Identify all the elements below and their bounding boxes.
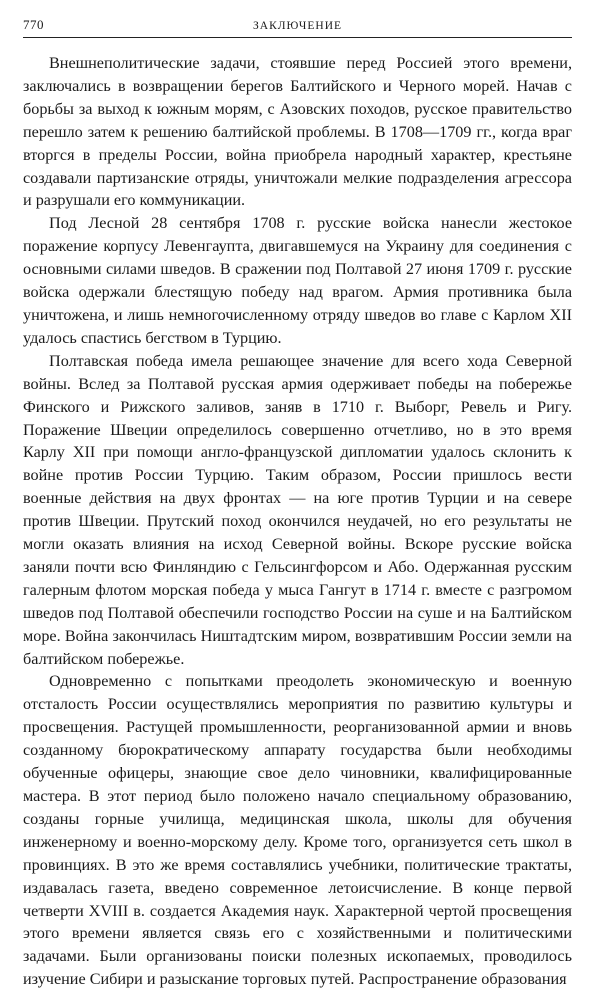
paragraph-foreign-policy: Внешнеполитические задачи, стоявшие перед Россией этого времени, заключались в возвращении берегов Балтийского и Черного морей. Начав с борьбы за выход к южным морям, с Азовских походов, русское правительство перешло затем к решению балтийской проблемы. В 1708—1709 гг., когда враг вторгся в пределы России, война приобрела народный характер, крестьяне создавали партизанские отряды, уничтожали мелкие подразделения агрессора и разрушали его коммуникации.: [23, 54, 572, 210]
paragraph-culture-education: Одновременно с попытками преодолеть экономическую и военную отсталость России осуществлялись мероприятия по развитию культуры и просвещения. Растущей промышленности, реорганизованной армии и вновь созданному бюрократическому аппарату государства были необходимы обученные офицеры, знающие свое дело чиновники, квалифицированные мастера. В этот период было положено начало специальному образованию, созданы горные училища, медицинская школа, школы для обучения инженерному и военно-морскому делу. Кроме того, организуется сеть школ в провинциях. В это же время составлялись учебники, политические трактаты, издавалась газета, введено современное летоисчисление. В конце первой четверти XVIII в. создается Академия наук. Характерной чертой просвещения этого времени является связь его с хозяйственными и политическими задачами. Были организованы поиски полезных ископаемых, проводилось изучение Сибири и разыскание торговых путей. Распространение образования: [23, 672, 572, 989]
paragraph-northern-war: Полтавская победа имела решающее значение для всего хода Северной войны. Вслед за Полтавой русская армия одерживает победы на побережье Финского и Рижского заливов, заняв в 1710 г. Выборг, Ревель и Ригу. Поражение Швеции определилось совершенно отчетливо, но в это время Карлу XII при помощи англо-французской дипломатии удалось склонить к войне против России Турцию. Таким образом, России пришлось вести военные действия на двух фронтах — на юге против Турции и на севере против Швеции. Прутский поход окончился неудачей, но его результаты не могли оказать влияния на исход Северной войны. Вскоре русские войска заняли почти всю Финляндию с Гельсингфорсом и Або. Одержанная русским галерным флотом морская победа у мыса Гангут в 1714 г. вместе с разгромом шведов под Полтавой обеспечили господство России на суше и на Балтийском море. Война закончилась Ништадтским миром, возвратившим России земли на балтийском побережье.: [23, 351, 572, 668]
body-text: [23, 52, 572, 991]
running-head: [23, 17, 572, 38]
page-number: 770: [23, 17, 44, 32]
paragraph-lesnaya-poltava: Под Лесной 28 сентября 1708 г. русские войска нанесли жестокое поражение корпусу Левенгаупта, двигавшемуся на Украину для соединения с основными силами шведов. В сражении под Полтавой 27 июня 1709 г. русские войска одержали блестящую победу над врагом. Армия противника была уничтожена, и лишь немногочисленному отряду шведов во главе с Карлом XII удалось спастись бегством в Турцию.: [23, 214, 572, 347]
chapter-title: ЗАКЛЮЧЕНИЕ: [253, 20, 343, 32]
